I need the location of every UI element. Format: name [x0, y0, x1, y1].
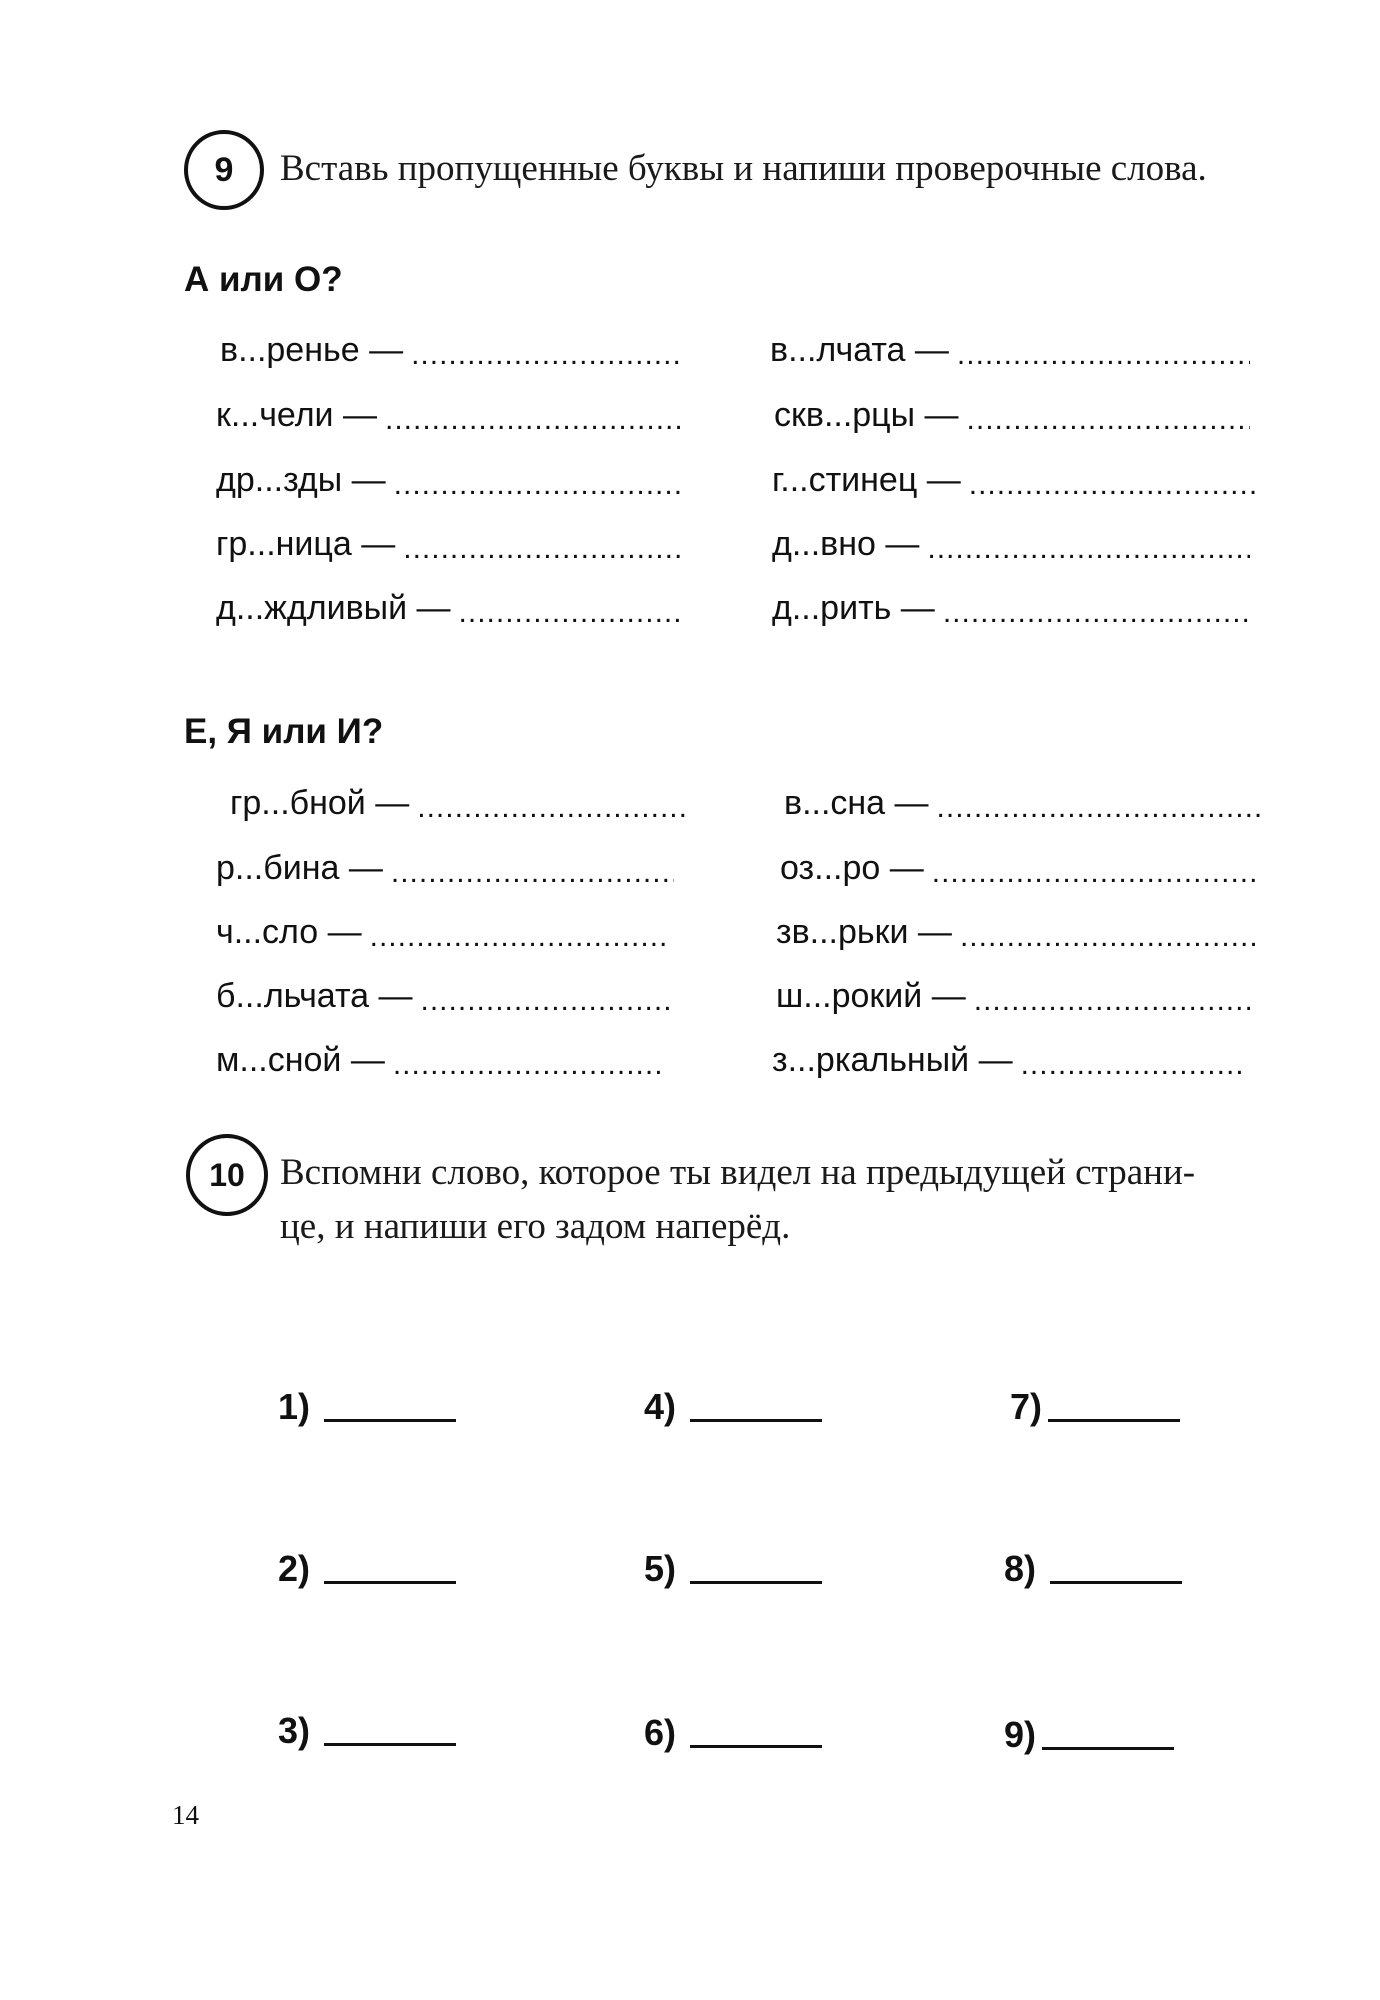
section-a-right-row[interactable] [772, 514, 1250, 564]
section-a-right-row[interactable] [772, 578, 1250, 628]
word-with-gap: гр...бной — [230, 784, 410, 822]
answer-dots[interactable] [957, 340, 1250, 370]
answer-dots[interactable] [417, 793, 690, 823]
word-with-gap: к...чели — [216, 396, 377, 434]
section-a-left-row[interactable] [216, 514, 680, 564]
answer-line[interactable] [324, 1577, 456, 1584]
section-b-left-row[interactable] [216, 902, 670, 952]
page-number: 14 [172, 1800, 199, 1830]
section-a-heading: А или О? [184, 260, 343, 299]
answer-dots[interactable] [967, 405, 1250, 435]
answer-label: 4) [644, 1386, 677, 1427]
word-with-gap: др...зды — [216, 461, 386, 499]
answer-dots[interactable] [969, 470, 1260, 500]
answer-dots[interactable] [421, 986, 670, 1016]
answer-line[interactable] [324, 1415, 456, 1422]
section-b-heading: Е, Я или И? [184, 712, 384, 751]
word-with-gap: д...вно — [772, 525, 920, 563]
answer-blank-1[interactable] [278, 1378, 456, 1428]
task-9-instruction: Вставь пропущенные буквы и напиши проверочные слова. [280, 148, 1207, 189]
answer-dots[interactable] [1021, 1050, 1246, 1080]
answer-line[interactable] [1048, 1415, 1180, 1422]
answer-blank-5[interactable] [644, 1540, 822, 1590]
answer-label: 6) [644, 1712, 677, 1753]
answer-blank-7[interactable] [1010, 1378, 1180, 1428]
answer-dots[interactable] [960, 922, 1258, 952]
answer-label: 7) [1010, 1386, 1043, 1427]
word-with-gap: оз...ро — [780, 849, 924, 887]
answer-dots[interactable] [927, 534, 1250, 564]
word-with-gap: ч...сло — [216, 913, 362, 951]
word-with-gap: в...лчата — [770, 331, 949, 369]
task-10-number: 10 [209, 1156, 245, 1193]
answer-label: 1) [278, 1386, 311, 1427]
answer-dots[interactable] [385, 405, 680, 435]
section-a-left-row[interactable] [220, 320, 680, 370]
answer-blank-4[interactable] [644, 1378, 822, 1428]
section-b-right-row[interactable] [772, 1030, 1246, 1080]
answer-dots[interactable] [370, 922, 670, 952]
word-with-gap: р...бина — [216, 849, 383, 887]
section-a-right-row[interactable] [772, 450, 1260, 500]
answer-dots[interactable] [937, 793, 1260, 823]
word-with-gap: д...рить — [772, 589, 935, 627]
answer-dots[interactable] [391, 858, 674, 888]
answer-blank-3[interactable] [278, 1702, 456, 1752]
section-a-right-row[interactable] [774, 385, 1250, 435]
answer-dots[interactable] [393, 1050, 664, 1080]
answer-dots[interactable] [411, 340, 680, 370]
section-b-left-row[interactable] [216, 966, 670, 1016]
answer-blank-6[interactable] [644, 1704, 822, 1754]
word-with-gap: ш...рокий — [776, 977, 966, 1015]
word-with-gap: г...стинец — [772, 461, 961, 499]
answer-dots[interactable] [974, 986, 1250, 1016]
section-b-right-row[interactable] [780, 838, 1258, 888]
section-b-right-row[interactable] [776, 902, 1258, 952]
answer-label: 3) [278, 1710, 311, 1751]
word-with-gap: зв...рьки — [776, 913, 952, 951]
task-10-instruction-line-1: Вспомни слово, которое ты видел на предыдущей страни- [280, 1152, 1196, 1193]
answer-line[interactable] [690, 1577, 822, 1584]
answer-label: 8) [1004, 1548, 1037, 1589]
answer-label: 5) [644, 1548, 677, 1589]
answer-line[interactable] [1042, 1743, 1174, 1750]
answer-blank-2[interactable] [278, 1540, 456, 1590]
section-b-left-row[interactable] [230, 773, 690, 823]
word-with-gap: м...сной — [216, 1041, 385, 1079]
answer-dots[interactable] [943, 598, 1250, 628]
word-with-gap: в...сна — [784, 784, 929, 822]
answer-line[interactable] [690, 1741, 822, 1748]
word-with-gap: гр...ница — [216, 525, 396, 563]
section-a-left-row[interactable] [216, 450, 680, 500]
section-b-right-row[interactable] [784, 773, 1260, 823]
section-a-right-row[interactable] [770, 320, 1250, 370]
section-b-left-row[interactable] [216, 838, 674, 888]
word-with-gap: в...ренье — [220, 331, 404, 369]
section-b-left-row[interactable] [216, 1030, 664, 1080]
task-10-instruction-line-2: це, и напиши его задом наперёд. [280, 1206, 791, 1247]
answer-blank-9[interactable] [1004, 1706, 1174, 1756]
section-b-right-row[interactable] [776, 966, 1250, 1016]
answer-line[interactable] [1050, 1577, 1182, 1584]
word-with-gap: д...ждливый — [216, 589, 451, 627]
answer-dots[interactable] [932, 858, 1258, 888]
task-10-number-badge [186, 1134, 268, 1216]
task-9-number: 9 [214, 150, 234, 189]
section-a-left-row[interactable] [216, 578, 680, 628]
section-a-left-row[interactable] [216, 385, 680, 435]
answer-line[interactable] [690, 1415, 822, 1422]
answer-label: 9) [1004, 1714, 1037, 1755]
answer-blank-8[interactable] [1004, 1540, 1182, 1590]
word-with-gap: б...льчата — [216, 977, 413, 1015]
answer-dots[interactable] [394, 470, 680, 500]
answer-line[interactable] [324, 1739, 456, 1746]
word-with-gap: скв...рцы — [774, 396, 959, 434]
word-with-gap: з...ркальный — [772, 1041, 1013, 1079]
answer-dots[interactable] [403, 534, 680, 564]
answer-dots[interactable] [459, 598, 680, 628]
answer-label: 2) [278, 1548, 311, 1589]
task-9-number-badge [184, 130, 264, 210]
